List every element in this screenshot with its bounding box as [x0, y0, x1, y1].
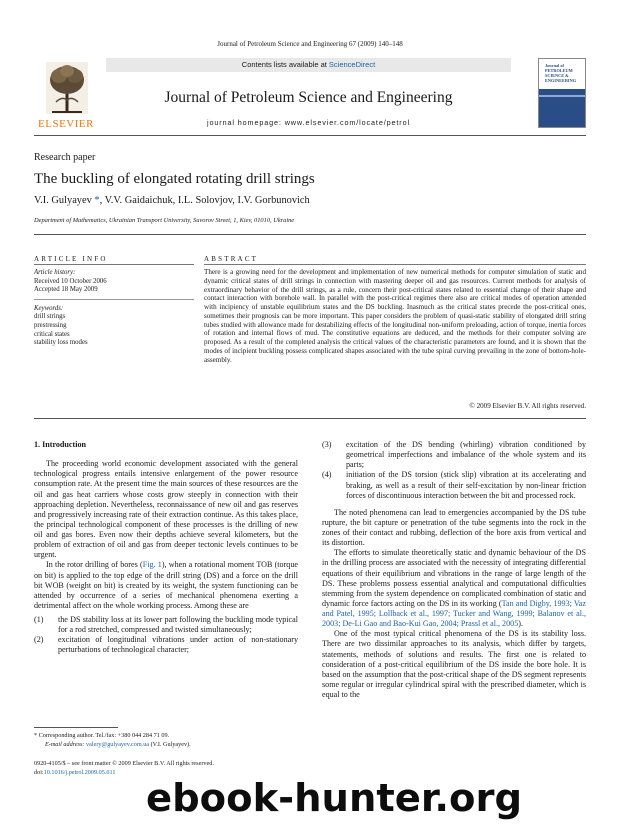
divider [34, 264, 194, 265]
list-item [322, 470, 586, 500]
accepted-date: Accepted 18 May 2009 [34, 286, 98, 294]
list-text: initiation of the DS torsion (stick slip) vibration at its accelerating and braking, as well as a result of their self-excitation by non-linear friction forces of discontinuous interaction between the bit and processed rock. [346, 470, 586, 500]
keywords-label: Keywords: [34, 304, 64, 312]
list-number: (4) [322, 470, 332, 480]
body-column-left [34, 440, 298, 656]
corresponding-author-link[interactable]: * [94, 195, 100, 206]
elsevier-wordmark: ELSEVIER [38, 118, 94, 130]
divider [34, 234, 586, 235]
list-item [34, 615, 298, 635]
article-info-heading: ARTICLE INFO [34, 255, 108, 263]
authors-rest: , V.V. Gaidaichuk, I.L. Solovjov, I.V. Gorbunovich [99, 195, 310, 206]
contents-prefix: Contents lists available at [241, 60, 329, 69]
issn-line: 0920-4105/$ – see front matter © 2009 Elsevier B.V. All rights reserved. [34, 760, 214, 767]
issn-block [34, 760, 298, 777]
section-heading: 1. Introduction [34, 440, 87, 449]
cover-title: Journal of PETROLEUM SCIENCE & ENGINEERING [545, 63, 577, 83]
contents-bar [106, 58, 511, 72]
list-text: excitation of the DS bending (whirling) vibration conditioned by geometrical imperfections and imbalance of the whole system and its parts; [346, 440, 586, 470]
list-item [322, 440, 586, 470]
list-text: excitation of longitudinal vibrations under action of non-stationary perturbations of technological character; [58, 635, 298, 655]
sciencedirect-link[interactable]: ScienceDirect [328, 60, 376, 69]
body-paragraph: The noted phenomena can lead to emergencies accompanied by the DS tube rupture, the bit capture or penetration of the tube segments into the rock in the zones of their contact and rubbing, deflection of the bore axis from vertical and its distortion. [322, 507, 586, 548]
corresponding-author-note: * Corresponding author. Tel./fax: +380 044 284 71 09. [34, 732, 170, 739]
journal-masthead [34, 58, 586, 136]
email-label: E-mail address: [45, 740, 87, 748]
affiliation: Department of Mathematics, Ukrainian Transport University, Suvorov Street, 1, Kiev, 01010, Ukraine [34, 217, 295, 224]
list-item [34, 635, 298, 655]
footnote-divider [34, 727, 118, 728]
elsevier-tree-icon [46, 62, 88, 114]
watermark: ebook-hunter.org [146, 776, 523, 821]
keyword-item: prestressing [34, 321, 67, 329]
body-paragraph [322, 548, 586, 629]
article-info [34, 269, 194, 348]
divider [34, 418, 586, 419]
list-text: the DS stability loss at its lower part following the buckling mode typical for a rod stretched, compressed and twisted simultaneously; [58, 615, 298, 635]
keyword-item: drill strings [34, 313, 66, 321]
text-run: ), when a rotational moment TOB (torque on bit) is applied to the top edge of the drill string (DS) and a force on the drill bit WOB (weight on bit) is created by its weight, the system functioning can be attended by occurrence of a series of mechanical phenomena exerting a detrimental affect on the whole working process. Among these are [34, 560, 298, 610]
article-type: Research paper [34, 152, 96, 163]
text-run: The efforts to simulate theoretically static and dynamic behaviour of the DS in the drilling process are associated with the necessity of integrating differential equations of their equilibrium and vibrations in the range of large length of the DS. These problems possess essential analytical and computational difficulties stemming from the system dependence on complicated combination of static and dynamic force factors acting on the DS in its working ( [322, 548, 586, 608]
abstract-heading: ABSTRACT [204, 255, 259, 263]
history-label: Article history: [34, 269, 76, 276]
article-title: The buckling of elongated rotating drill strings [34, 171, 315, 187]
divider [34, 295, 194, 300]
figure-link[interactable]: Fig. 1 [142, 560, 162, 570]
text-run: ). [518, 619, 523, 629]
journal-homepage[interactable]: journal homepage: www.elsevier.com/locate/petrol [206, 118, 410, 127]
email-line [45, 741, 298, 750]
journal-title: Journal of Petroleum Science and Engineering [164, 89, 453, 106]
divider [204, 264, 586, 265]
authors-first: V.I. Gulyayev [34, 195, 95, 206]
keyword-item: critical states [34, 330, 70, 338]
list-number: (3) [322, 440, 332, 449]
email-link[interactable]: valery@gulyayev.com.ua [86, 740, 150, 748]
received-date: Received 10 October 2006 [34, 277, 107, 285]
journal-cover-image [538, 58, 586, 128]
text-run: In the rotor drilling of bores ( [46, 560, 143, 570]
email-suffix: (V.I. Gulyayev). [149, 740, 191, 748]
copyright: © 2009 Elsevier B.V. All rights reserved. [469, 402, 586, 410]
doi-prefix: doi: [34, 768, 44, 776]
journal-citation: Journal of Petroleum Science and Engineering 67 (2009) 140–148 [217, 40, 403, 48]
body-paragraph: One of the most typical critical phenomena of the DS is its stability loss. There are two dissimilar approaches to its analysis, which differ by targets, statements, methods of solutions and results. The first one is related to consideration of a post-critical equilibrium of the DS inside the bore hole. It is based on the assumption that the post-critical shape of the DS segment represents some regular or irregular cylindrical spiral with the prescribed diameter, which is equal to the [322, 629, 586, 699]
author-list [34, 195, 310, 206]
elsevier-logo [34, 60, 98, 132]
body-paragraph [34, 560, 298, 611]
list-number: (2) [34, 635, 44, 645]
body-column-right [322, 440, 586, 700]
doi-link[interactable]: 10.1016/j.petrol.2009.05.011 [43, 768, 116, 776]
list-number: (1) [34, 615, 44, 624]
keyword-item: stability loss modes [34, 339, 88, 347]
footnote [34, 732, 298, 749]
abstract-text: There is a growing need for the development and implementation of new numerical methods for computer simulation of static and dynamic critical states of drill strings in connection with mastering deeper oil and gas resources. Current methods for analysis of extraordinary behavior of the drill strings, as a rule, concern their post-critical states related to essential change of their shape and contact interaction with borehole wall. In parallel with the post-critical regimes there also are critical modes of operation attended with incipiency of unstable equilibrium states and the DS buckling. Inasmuch as the critical states precede the post-critical ones, sometimes their prognosis can be more important. This paper considers the problem of quasi-static stability of elongated drill string tubes studied with allowance made for destabilizing effects of the longitudinal non-uniform preloading, action of torque, inertia forces of rotation and internal flows of mud. The constitutive equations are deduced, and the methods for their computer solving are proposed. As a result of the completed analysis the critical values of the characteristic parameters are found, and it is shown that the modes of incipient buckling possess complicated shapes associated with the tube spiral curving prevailing in the zone of bottom-hole-assembly. [204, 268, 586, 364]
citation-links[interactable]: Tan and Digby, 1993; Vaz and Patel, 1995; Lollback et al., 1997; Tucker and Wang, 1999; Balanov et al., 2003; De-Li Gao and Bao-Kui Gao, 2004; Prassl et al., 2005 [322, 598, 586, 629]
body-paragraph: The proceeding world economic development associated with the general technological progress entails intensive enlargement of the power resource consumption rate. At the present time the main sources of these resources are the oil and gas heat carriers whose costs grow steeply in connection with their approaching depletion. Nevertheless, reconnaissance of new oil and gas reserves and progressively increasing rate of their extraction continue. As this takes place, the principal technological component of these processes is the drilling of new oil and gas bores. Even now their depths achieve several kilometers, but the problem of extraction of oil and gas from deeper tectonic levels continues to be urgent. [34, 459, 298, 560]
